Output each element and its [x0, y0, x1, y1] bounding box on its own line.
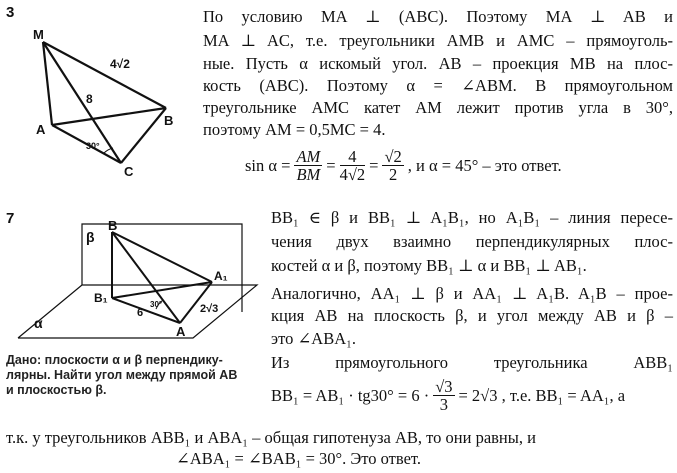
label-angle-30: 30° — [86, 141, 100, 151]
formula-tail: , и α = 45° – это ответ. — [407, 155, 562, 175]
p7-line-6: это ∠ABA₁. — [271, 329, 356, 348]
label-B: B — [108, 218, 118, 233]
p7-line-4: Аналогично, AA₁ ⊥ β и AA₁ ⊥ A₁B. A₁B – прое- — [271, 284, 673, 303]
formula-lhs: BB₁ = AB₁ · tg30° = 6 · — [271, 385, 430, 405]
p3-line-6: поэтому AM = 0,5MC = 4. — [203, 120, 386, 139]
p3-line-2: MA ⊥ AC, т.е. треугольники AMB и AMC – прямоуголь- — [203, 31, 673, 50]
p7-final-line-1: т.к. у треугольников ABB₁ и ABA₁ – общая гипотенуза AB, то они равны, и — [6, 428, 536, 447]
label-six: 6 — [137, 307, 144, 319]
label-A1: A₁ — [214, 269, 228, 283]
formula-lhs: sin α = — [245, 155, 291, 175]
label-A: A — [36, 122, 46, 137]
p3-line-1: По условию MA ⊥ (ABC). Поэтому MA ⊥ AB и — [203, 7, 673, 26]
p7-formula: BB₁ = AB₁ · tg30° = 6 · $\frac{√3}{3}$ = 2√3 , т.е. BB₁ = AA₁, а — [271, 377, 626, 414]
problem-7-number: 7 — [6, 210, 15, 227]
p3-line-4: кость (ABC). Поэтому α = ∠ABM. В прямоугольном — [203, 76, 673, 95]
p7-caption: Дано: плоскости α и β перпендику- лярны. Найти угол между прямой AB и плоскостью β. — [6, 353, 238, 397]
label-M: M — [33, 27, 44, 42]
label-mc-length: 8 — [86, 92, 93, 106]
problem-7-figure — [0, 210, 270, 360]
p7-line-3: костей α и β, поэтому BB₁ ⊥ α и BB₁ ⊥ AB₁. — [271, 256, 587, 275]
label-beta: β — [86, 229, 95, 245]
label-B1: B₁ — [94, 291, 108, 305]
p3-line-5: треугольнике AMC катет AM лежит против угла в 30°, — [203, 98, 673, 117]
p7-line-7: Из прямоугольного треугольника ABB₁ — [271, 353, 673, 372]
formula-tail: = 2√3 , т.е. BB₁ = AA₁, а — [458, 385, 626, 405]
label-angle-30: 30° — [150, 300, 163, 309]
p7-final-line-2: ∠ABA₁ = ∠BAB₁ = 30°. Это ответ. — [176, 449, 421, 468]
p3-line-3: ные. Пусть α искомый угол. AB – проекция MB на плос- — [203, 54, 673, 73]
p7-line-2: чения двух взаимно перпендикулярных плос- — [271, 232, 673, 251]
label-mb-length: 4√2 — [110, 57, 130, 71]
label-B: B — [164, 113, 174, 128]
p3-formula: sin α = $\frac{AM}{BM}$ = $\frac{4}{4√2}$ = $\frac{√2}{2}$ , и α = 45° – это ответ. — [245, 147, 562, 184]
p7-line-1: BB₁ ∈ β и BB₁ ⊥ A₁B₁, но A₁B₁ – линия пересе- — [271, 208, 673, 227]
label-C: C — [124, 164, 134, 179]
problem-3-figure — [0, 0, 200, 200]
label-A: A — [176, 324, 186, 339]
label-root: 2√3 — [200, 303, 219, 315]
p7-line-5: кция AB на плоскость β, и угол между AB и β – — [271, 306, 673, 325]
problem-3-number: 3 — [6, 4, 15, 21]
label-alpha: α — [34, 315, 43, 331]
